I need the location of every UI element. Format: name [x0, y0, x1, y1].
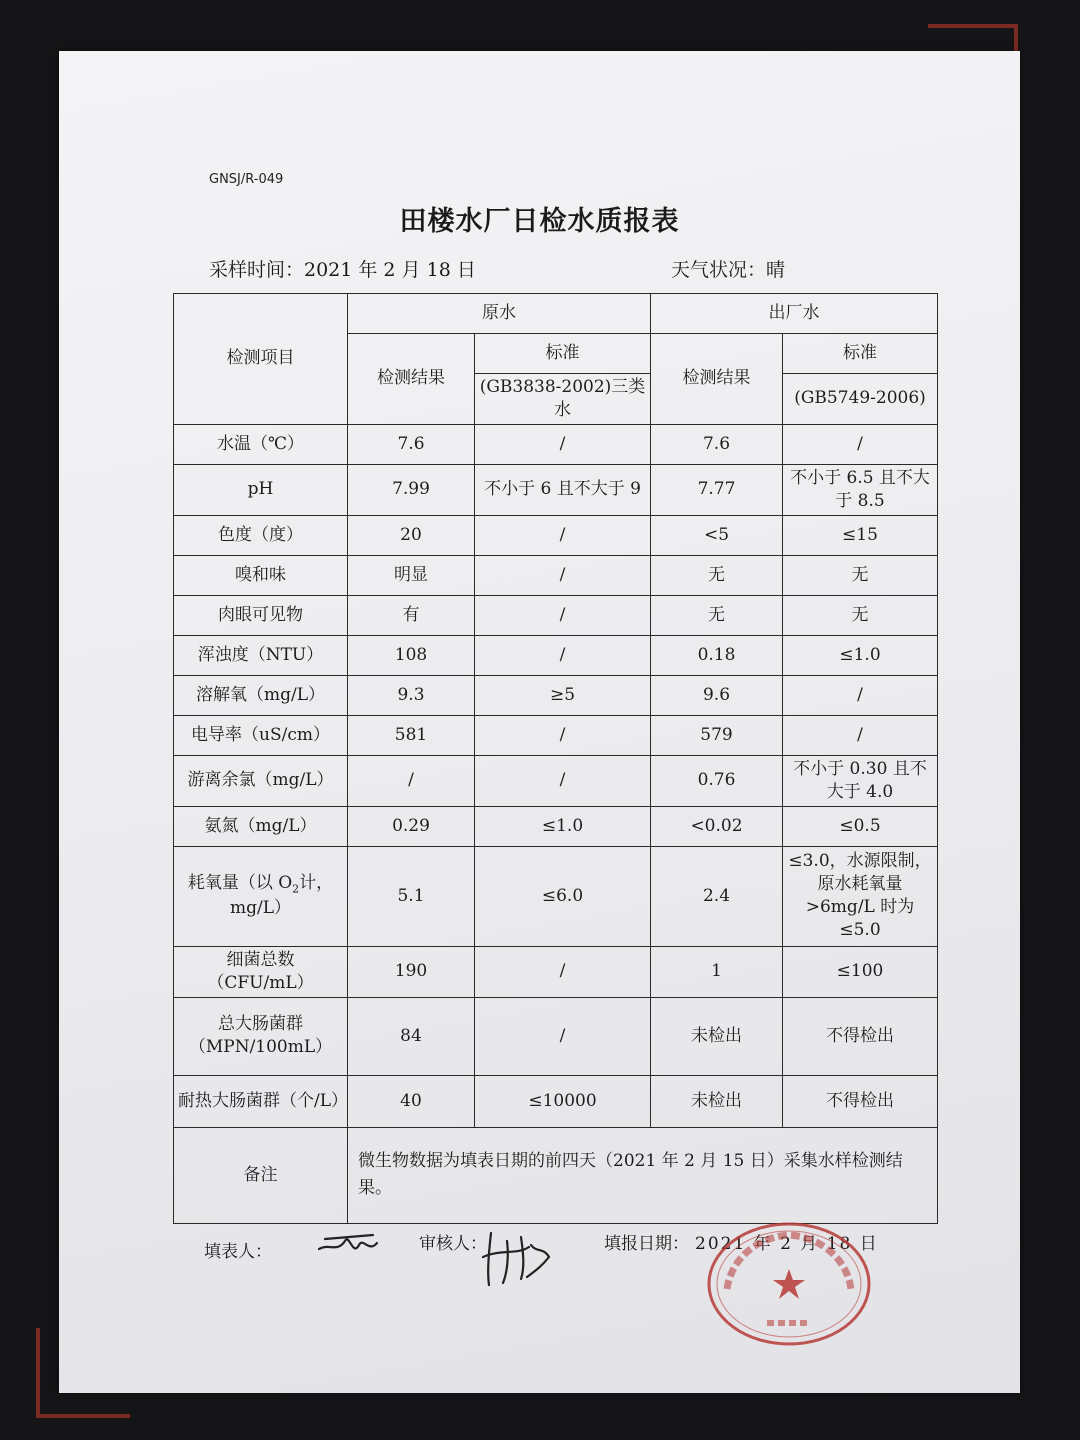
test-item: 肉眼可见物	[174, 595, 348, 635]
document-code: GNSJ/R-049	[209, 172, 284, 187]
finished-standard: 不得检出	[783, 1075, 938, 1127]
test-item: 游离余氯（mg/L）	[174, 755, 348, 806]
finished-result: <5	[651, 515, 783, 555]
finished-result: 无	[651, 555, 783, 595]
table-row	[174, 424, 938, 464]
table-row	[174, 806, 938, 846]
finished-standard: ≤1.0	[783, 635, 938, 675]
finished-standard: ≤3.0，水源限制，原水耗氧量>6mg/L 时为≤5.0	[783, 846, 938, 946]
raw-standard: ≤10000	[475, 1075, 651, 1127]
raw-result: 5.1	[348, 846, 475, 946]
test-item: 电导率（uS/cm）	[174, 715, 348, 755]
finished-result-header: 检测结果	[651, 334, 783, 425]
filler-label: 填表人：	[204, 1242, 272, 1262]
raw-standard: /	[475, 946, 651, 997]
finished-standard: ≤15	[783, 515, 938, 555]
table-row	[174, 946, 938, 997]
raw-standard-code: (GB3838-2002)三类水	[475, 374, 651, 425]
raw-result: 190	[348, 946, 475, 997]
raw-standard: ≤1.0	[475, 806, 651, 846]
test-item-suffix: 计，mg/L）	[229, 873, 334, 919]
raw-standard: 不小于 6 且不大于 9	[475, 464, 651, 515]
remarks-label: 备注	[174, 1127, 348, 1223]
test-item: 水温（℃）	[174, 424, 348, 464]
finished-standard-code: (GB5749-2006)	[783, 374, 938, 425]
raw-standard: /	[475, 755, 651, 806]
reviewer-signature	[481, 1227, 553, 1289]
finished-result: 未检出	[651, 997, 783, 1075]
test-item: 溶解氧（mg/L）	[174, 675, 348, 715]
test-item: 总大肠菌群（MPN/100mL）	[174, 997, 348, 1075]
raw-result: 581	[348, 715, 475, 755]
table-row	[174, 1075, 938, 1127]
finished-standard: /	[783, 424, 938, 464]
header-row	[174, 294, 938, 334]
raw-standard: /	[475, 555, 651, 595]
raw-result: 84	[348, 997, 475, 1075]
finished-result: 7.77	[651, 464, 783, 515]
finished-result: 未检出	[651, 1075, 783, 1127]
raw-standard: /	[475, 997, 651, 1075]
raw-standard: /	[475, 424, 651, 464]
finished-result: 无	[651, 595, 783, 635]
test-item: 色度（度）	[174, 515, 348, 555]
fill-date-label: 填报日期：	[604, 1234, 689, 1254]
table-row	[174, 846, 938, 946]
raw-result: 0.29	[348, 806, 475, 846]
raw-standard: ≤6.0	[475, 846, 651, 946]
test-item: 嗅和味	[174, 555, 348, 595]
finished-water-header: 出厂水	[651, 294, 938, 334]
raw-result: 108	[348, 635, 475, 675]
finished-result: 1	[651, 946, 783, 997]
raw-standard: /	[475, 715, 651, 755]
raw-result-header: 检测结果	[348, 334, 475, 425]
finished-standard-header: 标准	[783, 334, 938, 374]
finished-standard: 不小于 0.30 且不大于 4.0	[783, 755, 938, 806]
raw-standard: /	[475, 595, 651, 635]
table-body	[174, 424, 938, 1127]
table-row	[174, 555, 938, 595]
sampling-time: 采样时间：2021 年 2 月 18 日	[209, 259, 476, 281]
table-row	[174, 515, 938, 555]
raw-result: 40	[348, 1075, 475, 1127]
raw-result: /	[348, 755, 475, 806]
raw-standard: /	[475, 515, 651, 555]
finished-standard: ≤100	[783, 946, 938, 997]
test-item: 浑浊度（NTU）	[174, 635, 348, 675]
report-paper	[59, 51, 1020, 1393]
remarks-text: 微生物数据为填表日期的前四天（2021 年 2 月 15 日）采集水样检测结果。	[348, 1127, 938, 1223]
table-row	[174, 675, 938, 715]
raw-water-header: 原水	[348, 294, 651, 334]
fill-date-value: 2021 年 2 月 18 日	[695, 1234, 879, 1254]
report-title: 田楼水厂日检水质报表	[399, 206, 680, 237]
table-row	[174, 595, 938, 635]
finished-result: <0.02	[651, 806, 783, 846]
table-row	[174, 997, 938, 1075]
table-row	[174, 755, 938, 806]
finished-standard: 无	[783, 555, 938, 595]
test-item: pH	[174, 464, 348, 515]
raw-standard: ≥5	[475, 675, 651, 715]
finished-standard: 不得检出	[783, 997, 938, 1075]
finished-standard: /	[783, 715, 938, 755]
weather-status: 天气状况：晴	[671, 259, 786, 281]
test-item: 氨氮（mg/L）	[174, 806, 348, 846]
raw-result: 9.3	[348, 675, 475, 715]
finished-standard: 无	[783, 595, 938, 635]
test-item-prefix: 耗氧量（以 O	[187, 873, 293, 894]
raw-result: 7.99	[348, 464, 475, 515]
reviewer-label: 审核人：	[419, 1234, 487, 1254]
finished-result: 579	[651, 715, 783, 755]
test-item: 耐热大肠菌群（个/L）	[174, 1075, 348, 1127]
finished-result: 0.18	[651, 635, 783, 675]
raw-result: 明显	[348, 555, 475, 595]
raw-result: 有	[348, 595, 475, 635]
item-header: 检测项目	[174, 294, 348, 425]
filler-signature	[315, 1223, 385, 1263]
raw-standard-header: 标准	[475, 334, 651, 374]
finished-standard: 不小于 6.5 且不大于 8.5	[783, 464, 938, 515]
finished-result: 7.6	[651, 424, 783, 464]
table-row	[174, 715, 938, 755]
table-row	[174, 464, 938, 515]
finished-result: 0.76	[651, 755, 783, 806]
finished-result: 2.4	[651, 846, 783, 946]
water-quality-table	[173, 293, 938, 1224]
test-item: 细菌总数（CFU/mL）	[174, 946, 348, 997]
test-item-subscript: 2	[292, 882, 300, 896]
raw-result: 7.6	[348, 424, 475, 464]
finished-standard: ≤0.5	[783, 806, 938, 846]
raw-result: 20	[348, 515, 475, 555]
finished-result: 9.6	[651, 675, 783, 715]
table-row	[174, 635, 938, 675]
test-item	[174, 846, 348, 946]
seal-icon	[705, 1219, 873, 1349]
raw-standard: /	[475, 635, 651, 675]
finished-standard: /	[783, 675, 938, 715]
remarks-row	[174, 1127, 938, 1223]
